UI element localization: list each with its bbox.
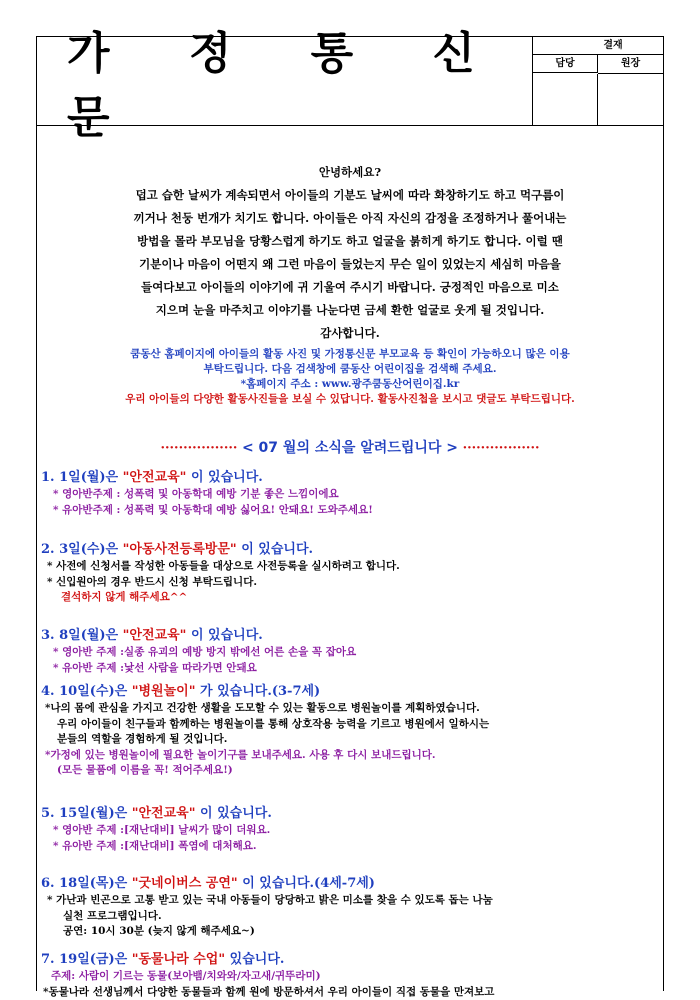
schedule-detail-line: *가정에 있는 병원놀이에 필요한 놀이기구를 보내주세요. 사용 후 다시 보내드립니다. [37,748,663,764]
schedule-event: "안전교육" [123,628,187,643]
schedule-suffix: 이 있습니다. [237,542,313,557]
greeting-line: 방법을 몰라 부모님을 당황스럽게 하기도 하고 얼굴을 붉히게 하기도 합니다. 이럴 땐 [37,230,663,253]
greeting-line: 들여다보고 아이들의 이야기에 귀 기울여 주시기 바랍니다. 긍정적인 마음으로 미소 [37,276,663,299]
schedule-detail-line: *동물나라 선생님께서 다양한 동물들과 함께 원에 방문하셔서 우리 아이들이 직접 동물을 만져보고 [37,985,663,1000]
greeting-line: 안녕하세요? [37,161,663,184]
schedule-item [37,541,663,606]
schedule-item-title [37,951,663,969]
schedule-date: 2. 3일(수)은 [41,542,123,557]
notice-line: 쿰동산 홈페이지에 아이들의 활동 사진 및 가정통신문 부모교육 등 확인이 가능하오니 많은 이용 [37,347,663,362]
newsletter-frame [36,36,664,991]
schedule-detail-line: * 사전에 신청서를 작성한 아동들을 대상으로 사전등록을 실시하려고 합니다. [37,559,663,575]
schedule-detail-line: * 신입원아의 경우 반드시 신청 부탁드립니다. [37,575,663,591]
schedule-item-title [37,805,663,823]
schedule-detail-line: * 영아반 주제 :실종 유괴의 예방 방지 밖에선 어른 손을 꼭 잡아요 [37,645,663,661]
schedule-event: "안전교육" [132,806,196,821]
notice-line: 부탁드립니다. 다음 검색창에 쿰동산 어린이집을 검색해 주세요. [37,362,663,377]
schedule-item-title [37,683,663,701]
notice-line: 우리 아이들의 다양한 활동사진들을 보실 수 있답니다. 활동사진첩을 보시고 댓글도 부탁드립니다. [37,392,663,407]
schedule-suffix: 이 있습니다.(4세-7세) [238,876,375,891]
schedule-item [37,627,663,676]
schedule-item [37,875,663,940]
greeting-line: 덥고 습한 날씨가 계속되면서 아이들의 기분도 날씨에 따라 화창하기도 하고 먹구름이 [37,184,663,207]
schedule-item-title [37,469,663,487]
approval-label: 결재 [533,37,663,55]
schedule-suffix: 이 있습니다. [186,470,262,485]
schedule-event: "동물나라 수업" [132,952,225,967]
homepage-address: *홈페이지 주소 : www.광주쿰동산어린이집.kr [37,377,663,392]
approval-col-charge: 담당 [533,55,598,73]
schedule-detail-line: * 영아반 주제 :[재난대비] 날씨가 많이 더워요. [37,823,663,839]
schedule-item [37,469,663,518]
schedule-detail-line: 공연: 10시 30분 (늦지 않게 해주세요~) [37,924,663,940]
approval-col-director: 원장 [598,55,663,74]
schedule-item [37,805,663,854]
schedule-date: 6. 18일(목)은 [41,876,132,891]
schedule-event: "병원놀이" [132,684,196,699]
month-heading: < 07 월의 소식을 알려드립니다 > [242,440,458,456]
schedule-suffix: 이 있습니다. [195,806,271,821]
schedule-detail-line: 결석하지 않게 해주세요^^ [37,590,663,606]
greeting-line: 감사합니다. [37,322,663,345]
schedule-detail-line: 주제: 사람이 기르는 동물(보아뱀/치와와/자고새/귀뚜라미) [37,969,663,985]
month-divider [37,437,663,457]
schedule-detail-line: *나의 몸에 관심을 가지고 건강한 생활을 도모할 수 있는 활동으로 병원놀이를 계획하였습니다. [37,701,663,717]
greeting-line: 기분이나 마음이 어떤지 왜 그런 마음이 들었는지 무슨 일이 있었는지 세심히 마음을 [37,253,663,276]
schedule-detail-line: * 영아반주제 : 성폭력 및 아동학대 예방 기분 좋은 느낌이에요 [37,487,663,503]
homepage-notice [37,347,663,407]
schedule-event: "안전교육" [123,470,187,485]
schedule-date: 3. 8일(월)은 [41,628,123,643]
schedule-detail-line: (모든 물품에 이름을 꼭! 적어주세요!) [37,763,663,779]
schedule-item [37,951,663,1000]
schedule-detail-line: * 유아반주제 : 성폭력 및 아동학대 예방 싫어요! 안돼요! 도와주세요! [37,503,663,519]
schedule-suffix: 가 있습니다.(3-7세) [195,684,320,699]
schedule-detail-line: * 가난과 빈곤으로 고통 받고 있는 국내 아동들이 당당하고 밝은 미소를 찾을 수 있도록 돕는 나눔 [37,893,663,909]
schedule-detail-line: * 유아반 주제 :낯선 사람을 따라가면 안돼요 [37,661,663,677]
greeting [37,161,663,345]
schedule-suffix: 있습니다. [225,952,284,967]
schedule-detail-line: * 유아반 주제 :[재난대비] 폭염에 대처해요. [37,839,663,855]
schedule-date: 5. 15일(월)은 [41,806,132,821]
schedule-item-title [37,875,663,893]
approval-box [533,37,663,125]
schedule-date: 7. 19일(금)은 [41,952,132,967]
approval-sign-box [533,74,598,125]
divider-dots-right: ················· [463,441,540,456]
page-title: 가 정 통 신 문 [37,37,533,125]
header [37,37,663,126]
schedule-item [37,683,663,779]
greeting-line: 지으며 눈을 마주치고 이야기를 나눈다면 금세 환한 얼굴로 웃게 될 것입니다. [37,299,663,322]
schedule-detail-line: 실천 프로그램입니다. [37,909,663,925]
schedule-event: "아동사전등록방문" [123,542,237,557]
divider-dots-left: ················· [160,441,237,456]
schedule-detail-line: 분들의 역할을 경험하게 될 것입니다. [37,732,663,748]
schedule-suffix: 이 있습니다. [186,628,262,643]
schedule-detail-line: 우리 아이들이 친구들과 함께하는 병원놀이를 통해 상호작용 능력을 기르고 병원에서 일하시는 [37,717,663,733]
schedule-date: 1. 1일(월)은 [41,470,123,485]
greeting-line: 끼거나 천둥 번개가 치기도 합니다. 아이들은 아직 자신의 감정을 조정하거나 풀어내는 [37,207,663,230]
schedule-item-title [37,541,663,559]
schedule-date: 4. 10일(수)은 [41,684,132,699]
schedule-item-title [37,627,663,645]
schedule-event: "굿네이버스 공연" [132,876,238,891]
